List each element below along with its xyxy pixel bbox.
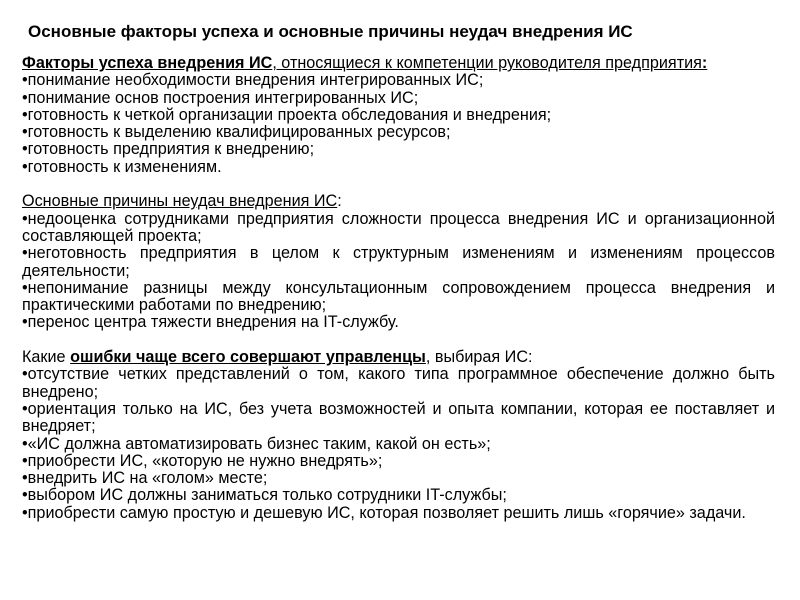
- bullet-icon: •: [22, 71, 28, 90]
- list-item-text: готовность к выделению квалифицированных ресурсов;: [27, 123, 451, 142]
- list-item: [22, 124, 775, 141]
- list-item-text: перенос центра тяжести внедрения на IT-службу.: [27, 313, 399, 332]
- success-factors-heading-rest: , относящиеся к компетенции руководителя предприятия: [272, 54, 702, 72]
- failure-reasons-list: [22, 211, 775, 332]
- list-item-text: готовность предприятия к внедрению;: [27, 140, 315, 159]
- list-item-text: ориентация только на ИС, без учета возможностей и опыта компании, которая ее поставляет и внедряет;: [22, 399, 775, 436]
- list-item: [22, 314, 775, 331]
- bullet-icon: •: [22, 123, 28, 142]
- bullet-icon: •: [22, 503, 28, 522]
- failure-reasons-heading-colon: :: [337, 192, 342, 211]
- bullet-icon: •: [22, 434, 28, 453]
- list-item: [22, 159, 775, 176]
- mistakes-heading: [22, 349, 775, 366]
- list-item: [22, 401, 775, 436]
- section-spacer: [22, 176, 775, 193]
- success-factors-heading: [22, 55, 775, 72]
- bullet-icon: •: [22, 486, 28, 505]
- list-item: [22, 72, 775, 89]
- list-item: [22, 211, 775, 246]
- list-item-text: неготовность предприятия в целом к структурным изменениям и изменениям процессов деятельности;: [22, 244, 775, 280]
- list-item: [22, 141, 775, 158]
- list-item: [22, 90, 775, 107]
- list-item: [22, 487, 775, 504]
- bullet-icon: •: [22, 365, 28, 384]
- mistakes-heading-bold: ошибки чаще всего совершают управленцы: [70, 348, 426, 367]
- list-item-text: приобрести самую простую и дешевую ИС, которая позволяет решить лишь «горячие» задачи.: [27, 503, 746, 522]
- bullet-icon: •: [22, 399, 28, 418]
- list-item: [22, 245, 775, 280]
- mistakes-heading-pre: Какие: [22, 348, 71, 367]
- list-item-text: отсутствие четких представлений о том, какого типа программное обеспечение должно быть внедрено;: [22, 365, 775, 401]
- bullet-icon: •: [22, 313, 28, 332]
- list-item-text: готовность к изменениям.: [27, 157, 222, 176]
- bullet-icon: •: [22, 140, 28, 159]
- slide-content: [22, 55, 775, 522]
- list-item-text: непонимание разницы между консультационным сопровождением процесса внедрения и практическими работами по внедрению;: [22, 278, 775, 315]
- list-item: [22, 107, 775, 124]
- list-item-text: готовность к четкой организации проекта обследования и внедрения;: [27, 105, 552, 124]
- list-item-text: внедрить ИС на «голом» месте;: [27, 469, 268, 488]
- list-item-text: приобрести ИС, «которую не нужно внедрять»;: [27, 451, 383, 470]
- list-item: [22, 366, 775, 401]
- list-item: [22, 436, 775, 453]
- list-item: [22, 453, 775, 470]
- success-factors-heading-colon: :: [701, 54, 708, 72]
- failure-reasons-heading-text: Основные причины неудач внедрения ИС: [22, 192, 338, 211]
- list-item-text: понимание основ построения интегрированных ИС;: [27, 88, 419, 107]
- list-item: [22, 280, 775, 315]
- list-item-text: недооценка сотрудниками предприятия сложности процесса внедрения ИС и организационной составляющей проекта;: [22, 209, 775, 245]
- bullet-icon: •: [22, 157, 28, 176]
- bullet-icon: •: [22, 244, 28, 263]
- section-spacer: [22, 332, 775, 349]
- list-item-text: понимание необходимости внедрения интегрированных ИС;: [27, 71, 484, 90]
- failure-reasons-heading: [22, 193, 775, 210]
- list-item: [22, 505, 775, 522]
- bullet-icon: •: [22, 88, 28, 107]
- slide-title: Основные факторы успеха и основные причины неудач внедрения ИС: [28, 22, 633, 41]
- bullet-icon: •: [22, 451, 28, 470]
- list-item-text: «ИС должна автоматизировать бизнес таким, какой он есть»;: [27, 434, 491, 453]
- list-item: [22, 470, 775, 487]
- mistakes-heading-post: , выбирая ИС:: [425, 348, 533, 367]
- bullet-icon: •: [22, 469, 28, 488]
- bullet-icon: •: [22, 278, 28, 297]
- mistakes-list: [22, 366, 775, 522]
- success-factors-heading-bold: Факторы успеха внедрения ИС: [22, 54, 273, 72]
- bullet-icon: •: [22, 105, 28, 124]
- success-factors-list: [22, 72, 775, 176]
- bullet-icon: •: [22, 209, 28, 228]
- list-item-text: выбором ИС должны заниматься только сотрудники IT-службы;: [27, 486, 507, 505]
